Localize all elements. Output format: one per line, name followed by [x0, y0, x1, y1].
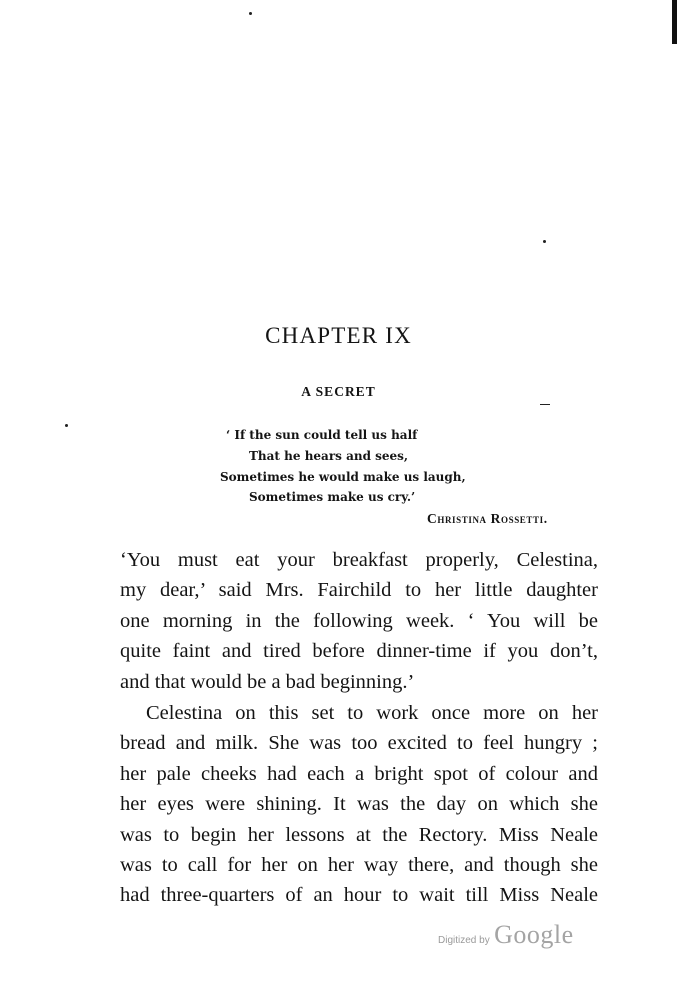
text-line: one morning in the following week. ‘ You will be — [120, 609, 598, 632]
text-line: had three-quarters of an hour to wait till Miss Neale — [120, 884, 598, 907]
epigraph-line: Sometimes make us cry.’ — [249, 490, 416, 504]
chapter-subtitle: A SECRET — [301, 384, 376, 399]
digitized-watermark — [438, 920, 574, 950]
epigraph-attribution: Christina Rossetti. — [427, 511, 548, 526]
watermark-brand: Google — [494, 920, 574, 949]
text-line: was to begin her lessons at the Rectory. Miss Neale — [120, 823, 598, 846]
epigraph-line: Sometimes he would make us laugh, — [220, 470, 466, 484]
text-line: her pale cheeks had each a bright spot of colour and — [120, 762, 598, 785]
text-line: was to call for her on her way there, and though she — [120, 853, 598, 876]
text-line: ‘You must eat your breakfast properly, Celestina, — [120, 549, 598, 571]
text-line: bread and milk. She was too excited to feel hungry ; — [120, 732, 598, 755]
epigraph-line: ‘ If the sun could tell us half — [226, 428, 418, 442]
scan-speck — [543, 240, 546, 243]
scan-speck — [65, 424, 68, 427]
page-edge-mark — [672, 0, 677, 44]
text-line: her eyes were shining. It was the day on which she — [120, 793, 598, 816]
scan-speck — [540, 404, 550, 405]
text-line: quite faint and tired before dinner-time if you don’t, — [120, 640, 598, 663]
body-text — [120, 545, 598, 911]
scan-speck — [249, 12, 252, 15]
text-line: my dear,’ said Mrs. Fairchild to her little daughter — [120, 579, 598, 602]
text-line: and that would be a bad beginning.’ — [120, 670, 415, 693]
watermark-prefix: Digitized by — [438, 935, 490, 946]
epigraph-line: That he hears and sees, — [249, 449, 409, 463]
text-line: Celestina on this set to work once more on her — [146, 701, 598, 724]
chapter-title: CHAPTER IX — [265, 323, 412, 348]
